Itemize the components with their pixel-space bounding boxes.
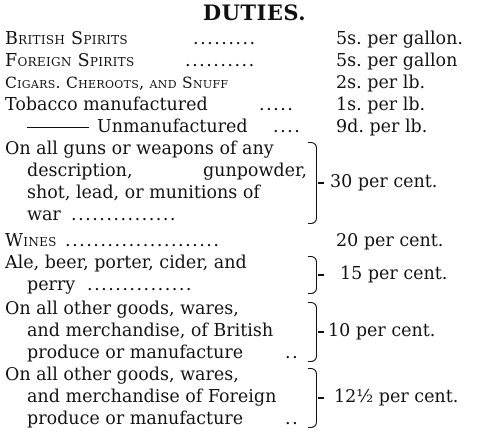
duty-group-guns [5, 138, 489, 226]
brace-tip [318, 397, 324, 399]
duty-label-line: perry [27, 275, 76, 295]
leader-dots: ............... [71, 205, 177, 225]
duty-label-line: and merchandise, of British [27, 321, 274, 341]
duty-label-line: On all other goods, wares, [5, 365, 239, 385]
duty-row-british-spirits [5, 28, 489, 50]
brace [308, 368, 317, 428]
duty-label-line: Ale, beer, porter, cider, and [5, 253, 247, 273]
duty-rate: 5s. per gallon. [336, 29, 463, 49]
page-title: DUTIES. [202, 0, 307, 25]
leader-dots: .. [285, 409, 300, 429]
brace-tip [318, 182, 324, 184]
duty-label: Cigars. Cheroots, and Snuff [5, 74, 229, 92]
duty-label-line: shot, lead, or munitions of [27, 183, 260, 203]
brace [308, 256, 317, 294]
duty-row-wines [5, 230, 489, 252]
ditto-dash [27, 127, 89, 128]
duty-row-tobacco-unmanufactured [5, 116, 489, 138]
duty-label-wrapper [27, 116, 248, 138]
duty-row-tobacco-manufactured [5, 94, 489, 116]
duty-rate: 1s. per lb. [336, 95, 426, 115]
duty-label-line: On all other goods, wares, [5, 299, 239, 319]
brace-tip [318, 331, 324, 333]
duty-label-line: On all guns or weapons of any [5, 139, 274, 159]
leader-dots: ............... [87, 275, 193, 295]
duty-label-line: produce or manufacture [27, 343, 244, 363]
duty-rate: 20 per cent. [336, 231, 444, 251]
duty-row-foreign-spirits [5, 50, 489, 72]
brace [308, 302, 317, 362]
duty-group-ale [5, 252, 489, 296]
leader-dots: .......... [185, 51, 256, 71]
duty-rate: 9d. per lb. [336, 117, 428, 137]
duty-row-cigars [5, 72, 489, 94]
duty-label: Wines [5, 231, 57, 251]
duty-rate: 2s. per lb. [336, 73, 426, 93]
duty-rate: 10 per cent. [328, 321, 436, 341]
duty-label-line: and merchandise of Foreign [27, 387, 277, 407]
duty-group-british-goods [5, 298, 489, 364]
duty-label-line: war [27, 205, 61, 225]
brace [308, 142, 317, 224]
duty-label-line: produce or manufacture [27, 409, 244, 429]
duty-rate: 5s. per gallon [336, 51, 458, 71]
duty-label: British Spirits [5, 29, 128, 49]
leader-dots: .. [285, 343, 300, 363]
leader-dots: .... [273, 117, 302, 137]
duty-rate: 15 per cent. [340, 264, 448, 284]
duty-label: Tobacco manufactured [5, 95, 208, 115]
duty-group-foreign-goods [5, 364, 489, 430]
leader-dots: ..... [259, 95, 295, 115]
duty-label: Foreign Spirits [5, 51, 135, 71]
duty-rate: 30 per cent. [330, 172, 438, 192]
leader-dots: ......... [193, 29, 257, 49]
leader-dots: ...................... [65, 231, 221, 251]
duty-label: Unmanufactured [97, 117, 248, 137]
brace-tip [318, 274, 324, 276]
duty-rate: 12½ per cent. [334, 387, 459, 407]
duty-label-line: description, gunpowder, [27, 161, 307, 181]
